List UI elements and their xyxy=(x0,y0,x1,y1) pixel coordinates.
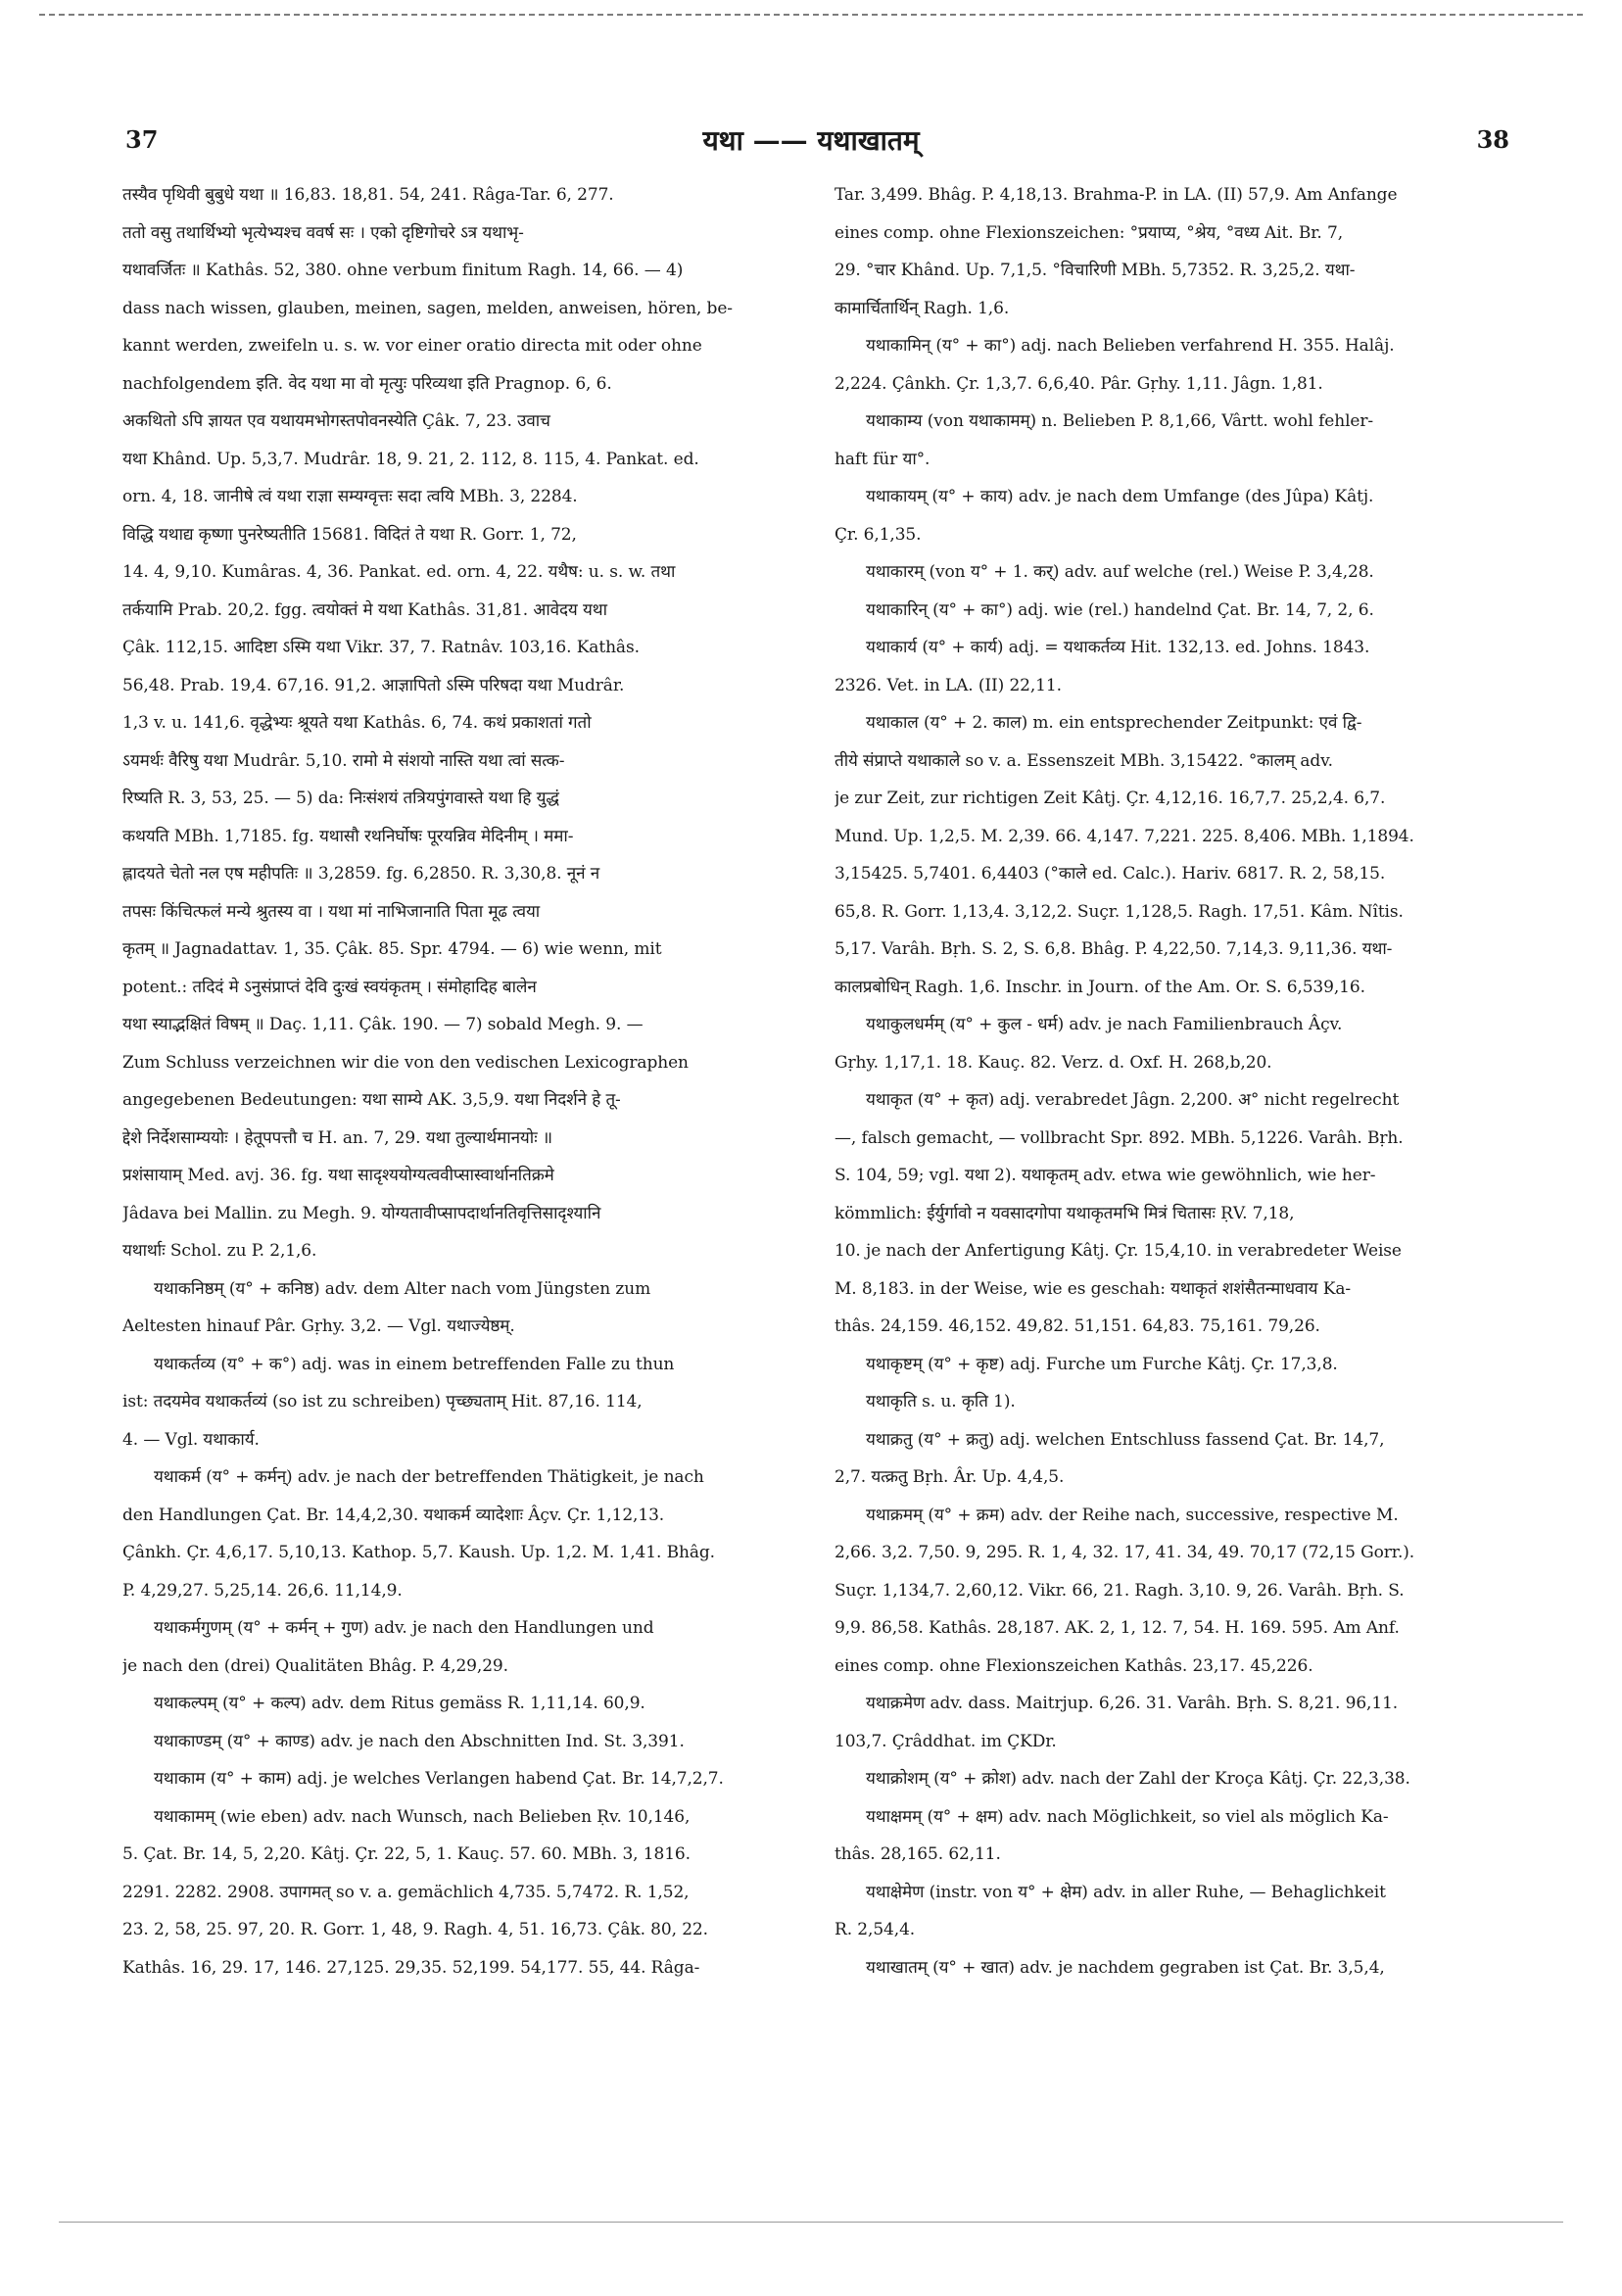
text-line: कामार्चितार्थिन् Ragh. 1,6. xyxy=(835,298,1010,318)
text-line: Mund. Up. 1,2,5. M. 2,39. 66. 4,147. 7,221. 225. 8,406. MBh. 1,1894. xyxy=(835,826,1414,846)
text-line: Gṛhy. 1,17,1. 18. Kauç. 82. Verz. d. Oxf. H. 268,b,20. xyxy=(835,1052,1272,1073)
text-line: —, falsch gemacht, — vollbracht Spr. 892. MBh. 5,1226. Varâh. Bṛh. xyxy=(835,1127,1404,1148)
text-line: M. 8,183. in der Weise, wie es geschah: यथाकृतं शशंसैतन्माधवाय Ka- xyxy=(835,1278,1352,1299)
text-line: यथाखातम् (य° + खात) adv. je nachdem gegraben ist Çat. Br. 3,5,4, xyxy=(866,1957,1385,1978)
text-line: तीये संप्राप्ते यथाकाले so v. a. Essenszeit MBh. 3,15422. °कालम् adv. xyxy=(835,750,1333,771)
text-line: कालप्रबोधिन् Ragh. 1,6. Inschr. in Journ. of the Am. Or. S. 6,539,16. xyxy=(835,977,1365,997)
text-line: Çâk. 112,15. आदिष्टा ऽस्मि यथा Vikr. 37, 7. Ratnâv. 103,16. Kathâs. xyxy=(122,638,640,657)
text-line: यथाकाल (य° + 2. काल) m. ein entsprechender Zeitpunkt: एवं द्वि- xyxy=(866,713,1362,733)
text-line: P. 4,29,27. 5,25,14. 26,6. 11,14,9. xyxy=(122,1580,403,1601)
text-line: Aeltesten hinauf Pâr. Gṛhy. 3,2. — Vgl. यथाज्येष्ठम्. xyxy=(122,1316,515,1336)
text-line: तर्कयामि Prab. 20,2. fgg. त्वयोक्तं मे यथा Kathâs. 31,81. आवेदय यथा xyxy=(122,599,607,620)
bottom-rule xyxy=(59,2222,1563,2223)
text-line: thâs. 28,165. 62,11. xyxy=(835,1844,1001,1864)
text-line: Suçr. 1,134,7. 2,60,12. Vikr. 66, 21. Ragh. 3,10. 9, 26. Varâh. Bṛh. S. xyxy=(835,1580,1405,1601)
right-page-number: 38 xyxy=(1476,125,1509,154)
text-line: 23. 2, 58, 25. 97, 20. R. Gorr. 1, 48, 9. Ragh. 4, 51. 16,73. Çâk. 80, 22. xyxy=(122,1920,708,1939)
text-line: यथा स्याद्भक्षितं विषम् ॥ Daç. 1,11. Çâk. 190. — 7) sobald Megh. 9. — xyxy=(122,1015,644,1034)
text-line: यथाकर्म (य° + कर्मन्) adv. je nach der betreffenden Thätigkeit, je nach xyxy=(154,1467,704,1487)
text-line: Kathâs. 16, 29. 17, 146. 27,125. 29,35. 52,199. 54,177. 55, 44. Râga- xyxy=(122,1957,700,1978)
text-line: यथाकर्मगुणम् (य° + कर्मन् + गुण) adv. je nach den Handlungen und xyxy=(154,1618,654,1638)
running-head: यथा —— यथाखातम् xyxy=(702,124,920,157)
text-line: R. 2,54,4. xyxy=(835,1920,916,1939)
text-line: 3,15425. 5,7401. 6,4403 (°काले ed. Calc.). Hariv. 6817. R. 2, 58,15. xyxy=(835,864,1386,884)
text-line: यथाकृष्टम् (य° + कृष्ट) adj. Furche um Furche Kâtj. Çr. 17,3,8. xyxy=(866,1354,1338,1374)
text-line: 4. — Vgl. यथाकार्य. xyxy=(122,1429,260,1450)
text-line: 5,17. Varâh. Bṛh. S. 2, S. 6,8. Bhâg. P. 4,22,50. 7,14,3. 9,11,36. यथा- xyxy=(835,939,1393,959)
text-line: यथाकारम् (von य° + 1. कर्) adv. auf welche (rel.) Weise P. 3,4,28. xyxy=(866,562,1374,582)
text-line: विद्धि यथाद्य कृष्णा पुनरेष्यतीति 15681. विदितं ते यथा R. Gorr. 1, 72, xyxy=(122,524,577,545)
text-line: thâs. 24,159. 46,152. 49,82. 51,151. 64,83. 75,161. 79,26. xyxy=(835,1316,1320,1336)
text-line: 2,7. यत्क्रतु Bṛh. Âr. Up. 4,4,5. xyxy=(835,1467,1065,1487)
text-line: यथाकामिन् (य° + का°) adj. nach Belieben verfahrend H. 355. Halâj. xyxy=(866,336,1395,356)
text-line: तस्यैव पृथिवी बुबुधे यथा ॥ 16,83. 18,81. 54, 241. Râga-Tar. 6, 277. xyxy=(122,185,614,205)
left-column xyxy=(122,176,826,1986)
text-line: kömmlich: ईर्युर्गावो न यवसादगोपा यथाकृतमभि मित्रं चितासः ṚV. 7,18, xyxy=(835,1203,1295,1223)
text-line: 2,224. Çânkh. Çr. 1,3,7. 6,6,40. Pâr. Gṛhy. 1,11. Jâgn. 1,81. xyxy=(835,373,1323,394)
text-line: यथाक्षमम् (य° + क्षम) adv. nach Möglichkeit, so viel als möglich Ka- xyxy=(866,1806,1389,1827)
text-line: यथावर्जितः ॥ Kathâs. 52, 380. ohne verbum finitum Ragh. 14, 66. — 4) xyxy=(122,261,684,280)
text-line: S. 104, 59; vgl. यथा 2). यथाकृतम् adv. etwa wie gewöhnlich, wie her- xyxy=(835,1166,1376,1185)
text-line: 1,3 v. u. 141,6. वृद्धेभ्यः श्रूयते यथा Kathâs. 6, 74. कथं प्रकाशतां गतो xyxy=(122,713,592,733)
text-line: ततो वसु तथार्थिभ्यो भृत्येभ्यश्च ववर्ष सः । एको दृष्टिगोचरे ऽत्र यथाभृ- xyxy=(122,222,524,243)
text-line: 103,7. Çrâddhat. im ÇKDr. xyxy=(835,1731,1057,1751)
text-line: यथाकर्तव्य (य° + क°) adj. was in einem betreffenden Falle zu thun xyxy=(154,1354,675,1374)
text-line: 14. 4, 9,10. Kumâras. 4, 36. Pankat. ed. orn. 4, 22. यथैष: u. s. w. तथा xyxy=(122,562,676,582)
right-column xyxy=(835,176,1518,1986)
text-line: je zur Zeit, zur richtigen Zeit Kâtj. Çr. 4,12,16. 16,7,7. 25,2,4. 6,7. xyxy=(835,789,1386,808)
text-line: यथाकाम्य (von यथाकामम्) n. Belieben P. 8,1,66, Vârtt. wohl fehler- xyxy=(866,411,1374,431)
text-line: ऽयमर्थः वैरिषु यथा Mudrâr. 5,10. रामो मे संशयो नास्ति यथा त्वां सत्क- xyxy=(122,750,565,771)
text-line: यथाकृति s. u. कृति 1). xyxy=(866,1392,1016,1411)
text-line: 2291. 2282. 2908. उपागमत् so v. a. gemächlich 4,735. 5,7472. R. 1,52, xyxy=(122,1882,690,1902)
text-line: कथयति MBh. 1,7185. fg. यथासौ रथनिर्घोषः पूरयन्निव मेदिनीम् । ममा- xyxy=(122,826,574,846)
text-line: 10. je nach der Anfertigung Kâtj. Çr. 15,4,10. in verabredeter Weise xyxy=(835,1241,1402,1261)
text-line: nachfolgendem इति. वेद यथा मा वो मृत्युः परिव्यथा इति Pragnop. 6, 6. xyxy=(122,373,612,394)
text-line: haft für या°. xyxy=(835,449,930,469)
text-line: यथाकाण्डम् (य° + काण्ड) adv. je nach den Abschnitten Ind. St. 3,391. xyxy=(154,1731,685,1751)
text-line: तपसः किंचित्फलं मन्ये श्रुतस्य वा । यथा मां नाभिजानाति पिता मूढ त्वया xyxy=(122,901,541,922)
text-line: den Handlungen Çat. Br. 14,4,2,30. यथाकर्म व्यादेशाः Âçv. Çr. 1,12,13. xyxy=(122,1505,665,1525)
text-line: यथाकार्य (य° + कार्य) adj. = यथाकर्तव्य Hit. 132,13. ed. Johns. 1843. xyxy=(866,638,1370,657)
text-line: यथाकृत (य° + कृत) adj. verabredet Jâgn. 2,200. अ° nicht regelrecht xyxy=(866,1090,1400,1110)
text-line: यथाकुलधर्मम् (य° + कुल - धर्म) adv. je nach Familienbrauch Âçv. xyxy=(866,1015,1343,1034)
text-line: angegebenen Bedeutungen: यथा साम्ये AK. 3,5,9. यथा निदर्शने हे तू- xyxy=(122,1090,621,1110)
text-line: 2326. Vet. in LA. (II) 22,11. xyxy=(835,675,1062,695)
text-line: eines comp. ohne Flexionszeichen: °प्रयाप्य, °श्रेय, °वध्य Ait. Br. 7, xyxy=(835,222,1344,243)
text-line: 2,66. 3,2. 7,50. 9, 295. R. 1, 4, 32. 17, 41. 34, 49. 70,17 (72,15 Gorr.). xyxy=(835,1543,1415,1562)
text-line: यथाक्रमेण adv. dass. Maitrjup. 6,26. 31. Varâh. Bṛh. S. 8,21. 96,11. xyxy=(866,1694,1399,1713)
text-line: प्रशंसायाम् Med. avj. 36. fg. यथा सादृश्ययोग्यत्ववीप्सास्वार्थानतिक्रमे xyxy=(122,1166,554,1185)
text-line: यथाकल्पम् (य° + कल्प) adv. dem Ritus gemäss R. 1,11,14. 60,9. xyxy=(154,1694,645,1713)
text-line: यथाकायम् (य° + काय) adv. je nach dem Umfange (des Jûpa) Kâtj. xyxy=(866,487,1374,506)
text-line: रिष्यति R. 3, 53, 25. — 5) da: निःसंशयं तत्रियपुंगवास्ते यथा हि युद्धं xyxy=(122,789,559,808)
text-line: eines comp. ohne Flexionszeichen Kathâs. 23,17. 45,226. xyxy=(835,1655,1313,1676)
text-line: यथाकारिन् (य° + का°) adj. wie (rel.) handelnd Çat. Br. 14, 7, 2, 6. xyxy=(866,599,1374,620)
text-line: potent.: तदिदं मे ऽनुसंप्राप्तं देवि दुःखं स्वयंकृतम् । संमोहादिह बालेन xyxy=(122,977,537,997)
text-line: orn. 4, 18. जानीषे त्वं यथा राज्ञा सम्यग्वृत्तः सदा त्वयि MBh. 3, 2284. xyxy=(122,487,578,506)
text-line: यथाकाम (य° + काम) adj. je welches Verlangen habend Çat. Br. 14,7,2,7. xyxy=(154,1769,724,1789)
text-line: je nach den (drei) Qualitäten Bhâg. P. 4,29,29. xyxy=(122,1655,508,1676)
text-line: dass nach wissen, glauben, meinen, sagen, melden, anweisen, hören, be- xyxy=(122,298,733,318)
text-line: यथाक्षेमेण (instr. von य° + क्षेम) adv. in aller Ruhe, — Behaglichkeit xyxy=(866,1882,1386,1902)
text-line: 9,9. 86,58. Kathâs. 28,187. AK. 2, 1, 12. 7, 54. H. 169. 595. Am Anf. xyxy=(835,1618,1400,1638)
left-page-number: 37 xyxy=(125,125,159,154)
text-line: Tar. 3,499. Bhâg. P. 4,18,13. Brahma-P. in LA. (II) 57,9. Am Anfange xyxy=(835,185,1398,205)
text-line: kannt werden, zweifeln u. s. w. vor einer oratio directa mit oder ohne xyxy=(122,336,702,356)
text-line: द्देशे निर्देशसाम्ययोः । हेतूपपत्तौ च H. an. 7, 29. यथा तुल्यार्थमानयोः ॥ xyxy=(122,1127,552,1148)
text-line: अकथितो ऽपि ज्ञायत एव यथायमभोगस्तपोवनस्येति Çâk. 7, 23. उवाच xyxy=(122,411,550,431)
text-line: Jâdava bei Mallin. zu Megh. 9. योग्यतावीप्सापदार्थानतिवृत्तिसादृश्यानि xyxy=(122,1203,601,1223)
text-line: यथाकनिष्ठम् (य° + कनिष्ठ) adv. dem Alter nach vom Jüngsten zum xyxy=(154,1278,651,1299)
text-line: यथाक्रतु (य° + क्रतु) adj. welchen Entschluss fassend Çat. Br. 14,7, xyxy=(866,1429,1385,1450)
text-line: 5. Çat. Br. 14, 5, 2,20. Kâtj. Çr. 22, 5, 1. Kauç. 57. 60. MBh. 3, 1816. xyxy=(122,1844,691,1864)
text-line: ह्लादयते चेतो नल एष महीपतिः ॥ 3,2859. fg. 6,2850. R. 3,30,8. नूनं न xyxy=(122,864,600,884)
text-line: कृतम् ॥ Jagnadattav. 1, 35. Çâk. 85. Spr. 4794. — 6) wie wenn, mit xyxy=(122,939,662,959)
text-line: 29. °चार Khând. Up. 7,1,5. °विचारिणी MBh. 5,7352. R. 3,25,2. यथा- xyxy=(835,261,1356,280)
text-line: यथाक्रोशम् (य° + क्रोश) adv. nach der Zahl der Kroça Kâtj. Çr. 22,3,38. xyxy=(866,1769,1410,1789)
text-line: Çr. 6,1,35. xyxy=(835,524,922,545)
text-line: 56,48. Prab. 19,4. 67,16. 91,2. आज्ञापितो ऽस्मि परिषदा यथा Mudrâr. xyxy=(122,675,625,695)
text-line: यथाक्रमम् (य° + क्रम) adv. der Reihe nach, successive, respective M. xyxy=(866,1505,1399,1525)
text-line: यथार्थाः Schol. zu P. 2,1,6. xyxy=(122,1241,317,1261)
text-line: 65,8. R. Gorr. 1,13,4. 3,12,2. Suçr. 1,128,5. Ragh. 17,51. Kâm. Nîtis. xyxy=(835,901,1404,922)
text-line: यथा Khând. Up. 5,3,7. Mudrâr. 18, 9. 21, 2. 112, 8. 115, 4. Pankat. ed. xyxy=(122,449,699,469)
text-line: Zum Schluss verzeichnen wir die von den vedischen Lexicographen xyxy=(122,1052,689,1073)
top-rule xyxy=(39,14,1583,16)
text-line: Çânkh. Çr. 4,6,17. 5,10,13. Kathop. 5,7. Kaush. Up. 1,2. M. 1,41. Bhâg. xyxy=(122,1543,715,1562)
text-line: ist: तदयमेव यथाकर्तव्यं (so ist zu schreiben) पृच्छ्यताम् Hit. 87,16. 114, xyxy=(122,1392,643,1411)
text-line: यथाकामम् (wie eben) adv. nach Wunsch, nach Belieben Ṛv. 10,146, xyxy=(154,1806,691,1827)
